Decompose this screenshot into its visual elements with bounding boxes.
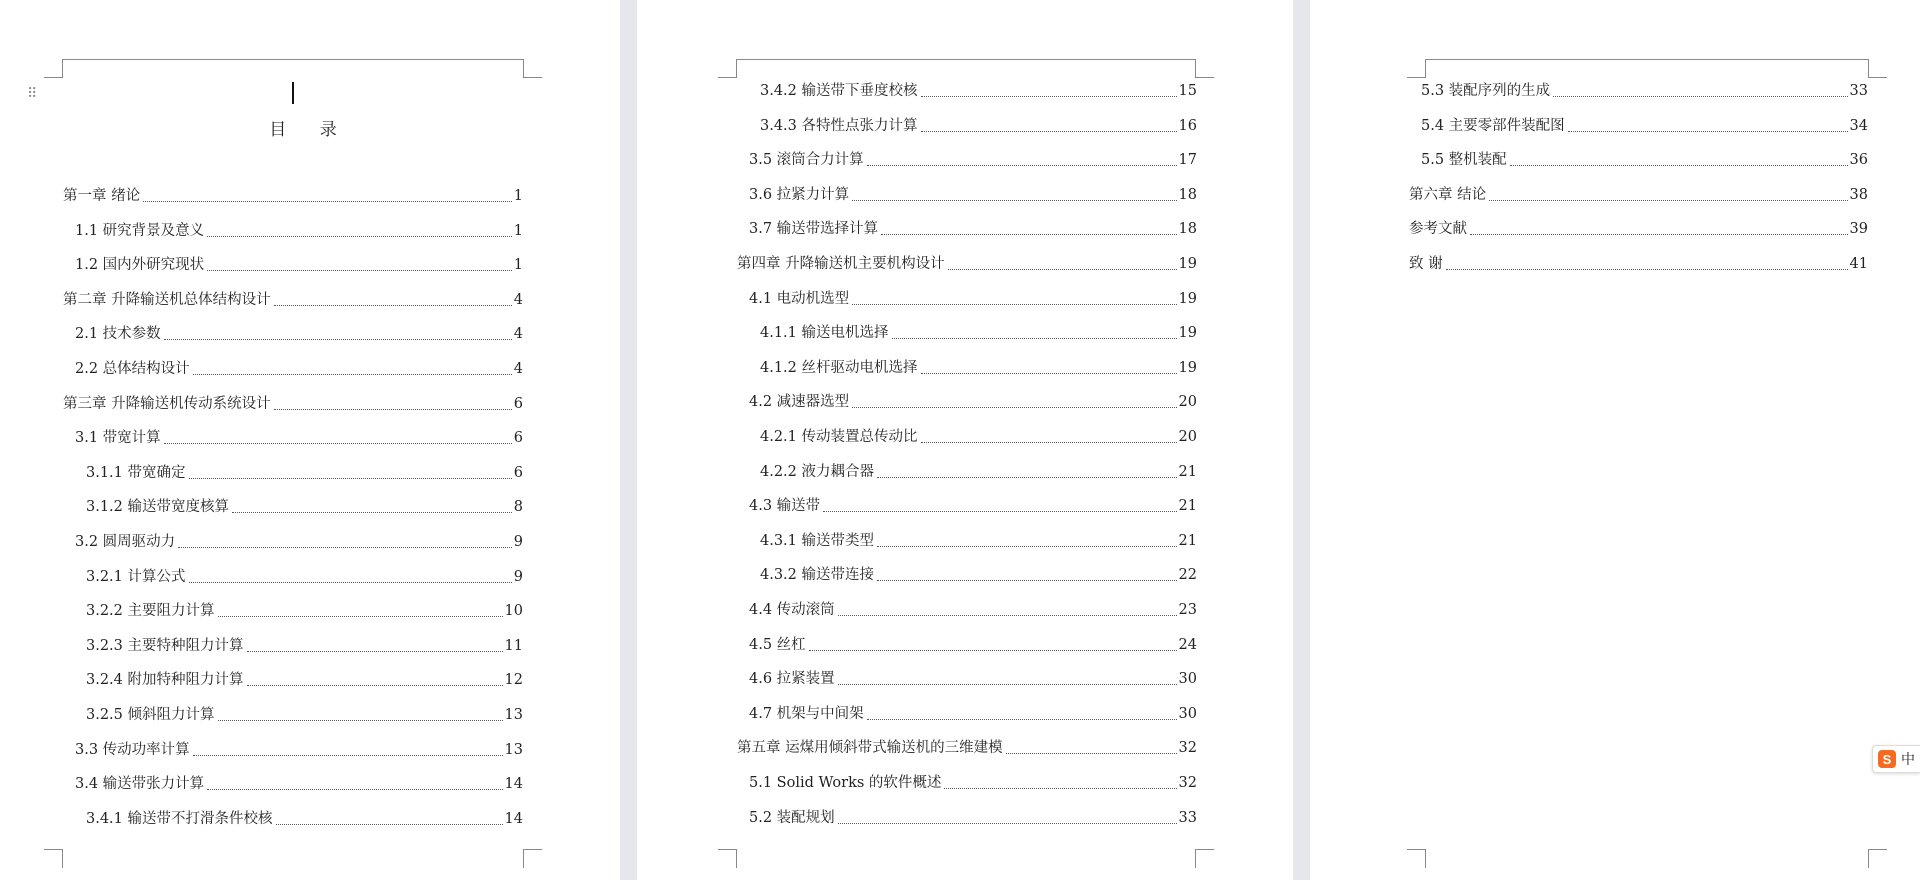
toc-entry-label: 4.1 电动机选型 <box>749 291 850 307</box>
toc-entry[interactable] <box>75 359 523 379</box>
toc-page-number: 14 <box>504 811 523 827</box>
toc-entry[interactable] <box>737 254 1197 274</box>
toc-entry[interactable] <box>760 323 1197 343</box>
toc-entry[interactable] <box>760 81 1197 101</box>
toc-leader-dots <box>852 303 1176 305</box>
toc-entry-label: 5.1 Solid Works 的软件概述 <box>749 775 942 791</box>
toc-page-number: 22 <box>1178 567 1197 583</box>
toc-entry-label: 4.2.2 液力耦合器 <box>760 464 875 480</box>
toc-page-number: 15 <box>1178 83 1197 99</box>
toc-leader-dots <box>218 719 503 721</box>
toc-leader-dots <box>1006 752 1177 754</box>
toc-page-number: 19 <box>1178 325 1197 341</box>
toc-entry-label: 3.2.5 倾斜阻力计算 <box>86 707 215 723</box>
toc-entry-label: 5.2 装配规划 <box>749 810 835 826</box>
toc-entry[interactable] <box>1409 219 1868 239</box>
toc-page-number: 14 <box>504 776 523 792</box>
toc-leader-dots <box>207 269 512 271</box>
toc-page-number: 1 <box>513 188 523 204</box>
header-line <box>62 59 523 60</box>
toc-page-number: 19 <box>1178 256 1197 272</box>
toc-page-number: 21 <box>1178 464 1197 480</box>
toc-entry[interactable] <box>760 531 1197 551</box>
toc-leader-dots <box>1446 268 1848 270</box>
toc-page-number: 18 <box>1178 187 1197 203</box>
toc-entry-label: 3.7 输送带选择计算 <box>749 221 879 237</box>
toc-leader-dots <box>232 511 512 513</box>
ime-language-label: 中 <box>1901 752 1915 768</box>
crop-mark <box>523 849 542 868</box>
toc-leader-dots <box>218 615 503 617</box>
toc-entry[interactable] <box>1421 81 1868 101</box>
toc-page-number: 38 <box>1849 187 1868 203</box>
toc-entry-label: 3.4.1 输送带不打滑条件校核 <box>86 811 273 827</box>
toc-entry-label: 3.4.2 输送带下垂度校核 <box>760 83 918 99</box>
toc-page-number: 9 <box>513 569 523 585</box>
crop-mark <box>1195 59 1214 78</box>
crop-mark <box>44 59 63 78</box>
toc-entry[interactable] <box>75 532 523 552</box>
toc-entry[interactable] <box>749 150 1197 170</box>
toc-page-number: 24 <box>1178 637 1197 653</box>
toc-entry-label: 3.4 输送带张力计算 <box>75 776 205 792</box>
toc-page-number: 33 <box>1849 83 1868 99</box>
crop-mark <box>1868 59 1887 78</box>
toc-page-number: 8 <box>513 499 523 515</box>
toc-leader-dots <box>867 718 1177 720</box>
toc-entry-label: 第二章 升降输送机总体结构设计 <box>63 292 271 308</box>
toc-leader-dots <box>881 233 1176 235</box>
crop-mark <box>1407 849 1426 868</box>
toc-page-number: 30 <box>1178 671 1197 687</box>
toc-entry[interactable] <box>86 705 523 725</box>
toc-leader-dots <box>143 200 512 202</box>
toc-page-number: 12 <box>504 672 523 688</box>
toc-title: 目 录 <box>269 120 351 140</box>
toc-page-number: 18 <box>1178 221 1197 237</box>
toc-page-number: 17 <box>1178 152 1197 168</box>
toc-entry[interactable] <box>737 738 1197 758</box>
toc-page-number: 13 <box>504 707 523 723</box>
toc-leader-dots <box>1553 95 1847 97</box>
toc-page-number: 34 <box>1849 118 1868 134</box>
toc-entry-label: 第三章 升降输送机传动系统设计 <box>63 396 271 412</box>
toc-page-number: 21 <box>1178 498 1197 514</box>
toc-entry-label: 3.2.3 主要特种阻力计算 <box>86 638 244 654</box>
crop-mark <box>1195 849 1214 868</box>
toc-leader-dots <box>944 787 1176 789</box>
toc-page-number: 6 <box>513 430 523 446</box>
toc-entry-label: 3.4.3 各特性点张力计算 <box>760 118 918 134</box>
toc-entry[interactable] <box>75 740 523 760</box>
toc-entry[interactable] <box>749 289 1197 309</box>
toc-entry[interactable] <box>749 185 1197 205</box>
toc-leader-dots <box>921 372 1177 374</box>
toc-leader-dots <box>877 476 1177 478</box>
crop-mark <box>718 849 737 868</box>
toc-page-number: 39 <box>1849 221 1868 237</box>
toc-entry-label: 5.5 整机装配 <box>1421 152 1507 168</box>
crop-mark <box>523 59 542 78</box>
toc-entry[interactable] <box>749 704 1197 724</box>
toc-entry-label: 1.2 国内外研究现状 <box>75 257 205 273</box>
toc-page-number: 1 <box>513 257 523 273</box>
toc-entry[interactable] <box>75 255 523 275</box>
toc-entry[interactable] <box>86 463 523 483</box>
toc-page-number: 33 <box>1178 810 1197 826</box>
toc-entry[interactable] <box>86 636 523 656</box>
toc-entry-label: 4.4 传动滚筒 <box>749 602 835 618</box>
toc-entry-label: 3.2.1 计算公式 <box>86 569 186 585</box>
toc-leader-dots <box>276 823 503 825</box>
crop-mark <box>718 59 737 78</box>
toc-entry-label: 3.1.2 输送带宽度核算 <box>86 499 230 515</box>
toc-entry-label: 参考文献 <box>1409 221 1467 237</box>
toc-leader-dots <box>921 130 1177 132</box>
toc-leader-dots <box>877 545 1177 547</box>
document-page-2[interactable] <box>637 0 1293 880</box>
toc-entry[interactable] <box>86 670 523 690</box>
toc-entry[interactable] <box>760 116 1197 136</box>
toc-page-number: 21 <box>1178 533 1197 549</box>
toc-entry-label: 3.2.4 附加特种阻力计算 <box>86 672 244 688</box>
toc-entry[interactable] <box>749 635 1197 655</box>
toc-page-number: 20 <box>1178 394 1197 410</box>
toc-page-number: 32 <box>1178 740 1197 756</box>
toc-page-number: 6 <box>513 465 523 481</box>
toc-entry-label: 5.4 主要零部件装配图 <box>1421 118 1565 134</box>
toc-entry-label: 4.6 拉紧装置 <box>749 671 835 687</box>
toc-entry-label: 4.3.1 输送带类型 <box>760 533 875 549</box>
toc-leader-dots <box>1489 199 1847 201</box>
toc-leader-dots <box>193 754 503 756</box>
toc-leader-dots <box>877 579 1177 581</box>
toc-entry[interactable] <box>760 358 1197 378</box>
toc-entry-label: 第一章 绪论 <box>63 188 141 204</box>
toc-entry-label: 4.3 输送带 <box>749 498 821 514</box>
toc-leader-dots <box>867 164 1177 166</box>
toc-leader-dots <box>921 95 1177 97</box>
toc-entry[interactable] <box>1421 116 1868 136</box>
toc-leader-dots <box>193 373 512 375</box>
toc-entry[interactable] <box>75 774 523 794</box>
toc-leader-dots <box>164 338 512 340</box>
toc-entry[interactable] <box>749 808 1197 828</box>
toc-entry[interactable] <box>760 462 1197 482</box>
toc-leader-dots <box>852 199 1176 201</box>
sogou-ime-icon: S <box>1878 750 1896 768</box>
toc-entry-label: 1.1 研究背景及意义 <box>75 223 205 239</box>
toc-entry[interactable] <box>75 428 523 448</box>
toc-entry-label: 致 谢 <box>1409 256 1443 272</box>
toc-entry[interactable] <box>86 567 523 587</box>
toc-leader-dots <box>892 337 1177 339</box>
toc-entry-label: 3.3 传动功率计算 <box>75 742 190 758</box>
toc-entry[interactable] <box>1409 254 1868 274</box>
toc-page-number: 11 <box>504 638 523 654</box>
toc-entry[interactable] <box>1409 185 1868 205</box>
toc-entry-label: 4.2 减速器选型 <box>749 394 850 410</box>
crop-mark <box>1407 59 1426 78</box>
toc-entry[interactable] <box>75 324 523 344</box>
toc-entry-label: 4.3.2 输送带连接 <box>760 567 875 583</box>
toc-leader-dots <box>852 406 1176 408</box>
document-page-3[interactable] <box>1310 0 1920 880</box>
toc-page-number: 36 <box>1849 152 1868 168</box>
toc-entry[interactable] <box>86 601 523 621</box>
toc-entry-label: 3.2 圆周驱动力 <box>75 534 176 550</box>
toc-entry[interactable] <box>63 394 523 414</box>
toc-entry[interactable] <box>749 773 1197 793</box>
toc-leader-dots <box>178 546 512 548</box>
toc-leader-dots <box>838 822 1177 824</box>
toc-entry[interactable] <box>749 219 1197 239</box>
toc-entry[interactable] <box>86 497 523 517</box>
toc-page-number: 6 <box>513 396 523 412</box>
toc-leader-dots <box>838 683 1177 685</box>
toc-page-number: 1 <box>513 223 523 239</box>
toc-page-number: 16 <box>1178 118 1197 134</box>
toc-entry-label: 5.3 装配序列的生成 <box>1421 83 1551 99</box>
toc-page-number: 19 <box>1178 291 1197 307</box>
toc-entry[interactable] <box>749 600 1197 620</box>
toc-entry-label: 第六章 结论 <box>1409 187 1487 203</box>
crop-mark <box>1868 849 1887 868</box>
toc-page-number: 19 <box>1178 360 1197 376</box>
toc-entry[interactable] <box>63 186 523 206</box>
toc-leader-dots <box>948 268 1177 270</box>
ime-status-indicator[interactable] <box>1872 745 1920 773</box>
header-line <box>1425 59 1868 60</box>
toc-entry[interactable] <box>86 809 523 829</box>
toc-page-number: 30 <box>1178 706 1197 722</box>
toc-leader-dots <box>247 650 503 652</box>
header-line <box>736 59 1195 60</box>
toc-leader-dots <box>274 408 512 410</box>
toc-leader-dots <box>189 581 512 583</box>
toc-leader-dots <box>207 788 502 790</box>
toc-leader-dots <box>1510 164 1848 166</box>
toc-leader-dots <box>1568 130 1848 132</box>
crop-mark <box>44 849 63 868</box>
toc-leader-dots <box>247 684 503 686</box>
toc-page-number: 23 <box>1178 602 1197 618</box>
toc-entry-label: 4.7 机架与中间架 <box>749 706 864 722</box>
paragraph-drag-handle-icon[interactable]: ⠿ <box>27 86 38 102</box>
toc-entry[interactable] <box>760 565 1197 585</box>
toc-entry[interactable] <box>63 290 523 310</box>
toc-leader-dots <box>1470 233 1848 235</box>
toc-page-number: 20 <box>1178 429 1197 445</box>
toc-page-number: 41 <box>1849 256 1868 272</box>
toc-leader-dots <box>207 235 512 237</box>
toc-entry[interactable] <box>749 392 1197 412</box>
toc-entry-label: 2.2 总体结构设计 <box>75 361 190 377</box>
toc-entry[interactable] <box>749 669 1197 689</box>
toc-entry-label: 3.2.2 主要阻力计算 <box>86 603 215 619</box>
toc-entry-label: 第五章 运煤用倾斜带式输送机的三维建模 <box>737 740 1003 756</box>
toc-entry-label: 3.5 滚筒合力计算 <box>749 152 864 168</box>
toc-page-number: 13 <box>504 742 523 758</box>
toc-entry-label: 4.1.1 输送电机选择 <box>760 325 889 341</box>
toc-leader-dots <box>809 649 1177 651</box>
toc-page-number: 4 <box>513 361 523 377</box>
toc-entry[interactable] <box>749 496 1197 516</box>
toc-page-number: 4 <box>513 326 523 342</box>
toc-entry-label: 3.6 拉紧力计算 <box>749 187 850 203</box>
toc-leader-dots <box>274 304 512 306</box>
toc-page-number: 10 <box>504 603 523 619</box>
toc-entry[interactable] <box>75 221 523 241</box>
toc-entry-label: 2.1 技术参数 <box>75 326 161 342</box>
document-page-1[interactable] <box>0 0 620 880</box>
toc-page-number: 9 <box>513 534 523 550</box>
toc-entry-label: 3.1 带宽计算 <box>75 430 161 446</box>
toc-leader-dots <box>189 477 512 479</box>
toc-entry-label: 3.1.1 带宽确定 <box>86 465 186 481</box>
toc-page-number: 32 <box>1178 775 1197 791</box>
toc-entry-label: 4.2.1 传动装置总传动比 <box>760 429 918 445</box>
toc-entry-label: 第四章 升降输送机主要机构设计 <box>737 256 945 272</box>
toc-leader-dots <box>838 614 1177 616</box>
toc-page-number: 4 <box>513 292 523 308</box>
toc-entry[interactable] <box>1421 150 1868 170</box>
toc-entry-label: 4.5 丝杠 <box>749 637 806 653</box>
toc-leader-dots <box>921 441 1177 443</box>
toc-entry[interactable] <box>760 427 1197 447</box>
toc-leader-dots <box>823 510 1176 512</box>
toc-entry-label: 4.1.2 丝杆驱动电机选择 <box>760 360 918 376</box>
toc-leader-dots <box>164 442 512 444</box>
text-cursor <box>292 82 294 104</box>
